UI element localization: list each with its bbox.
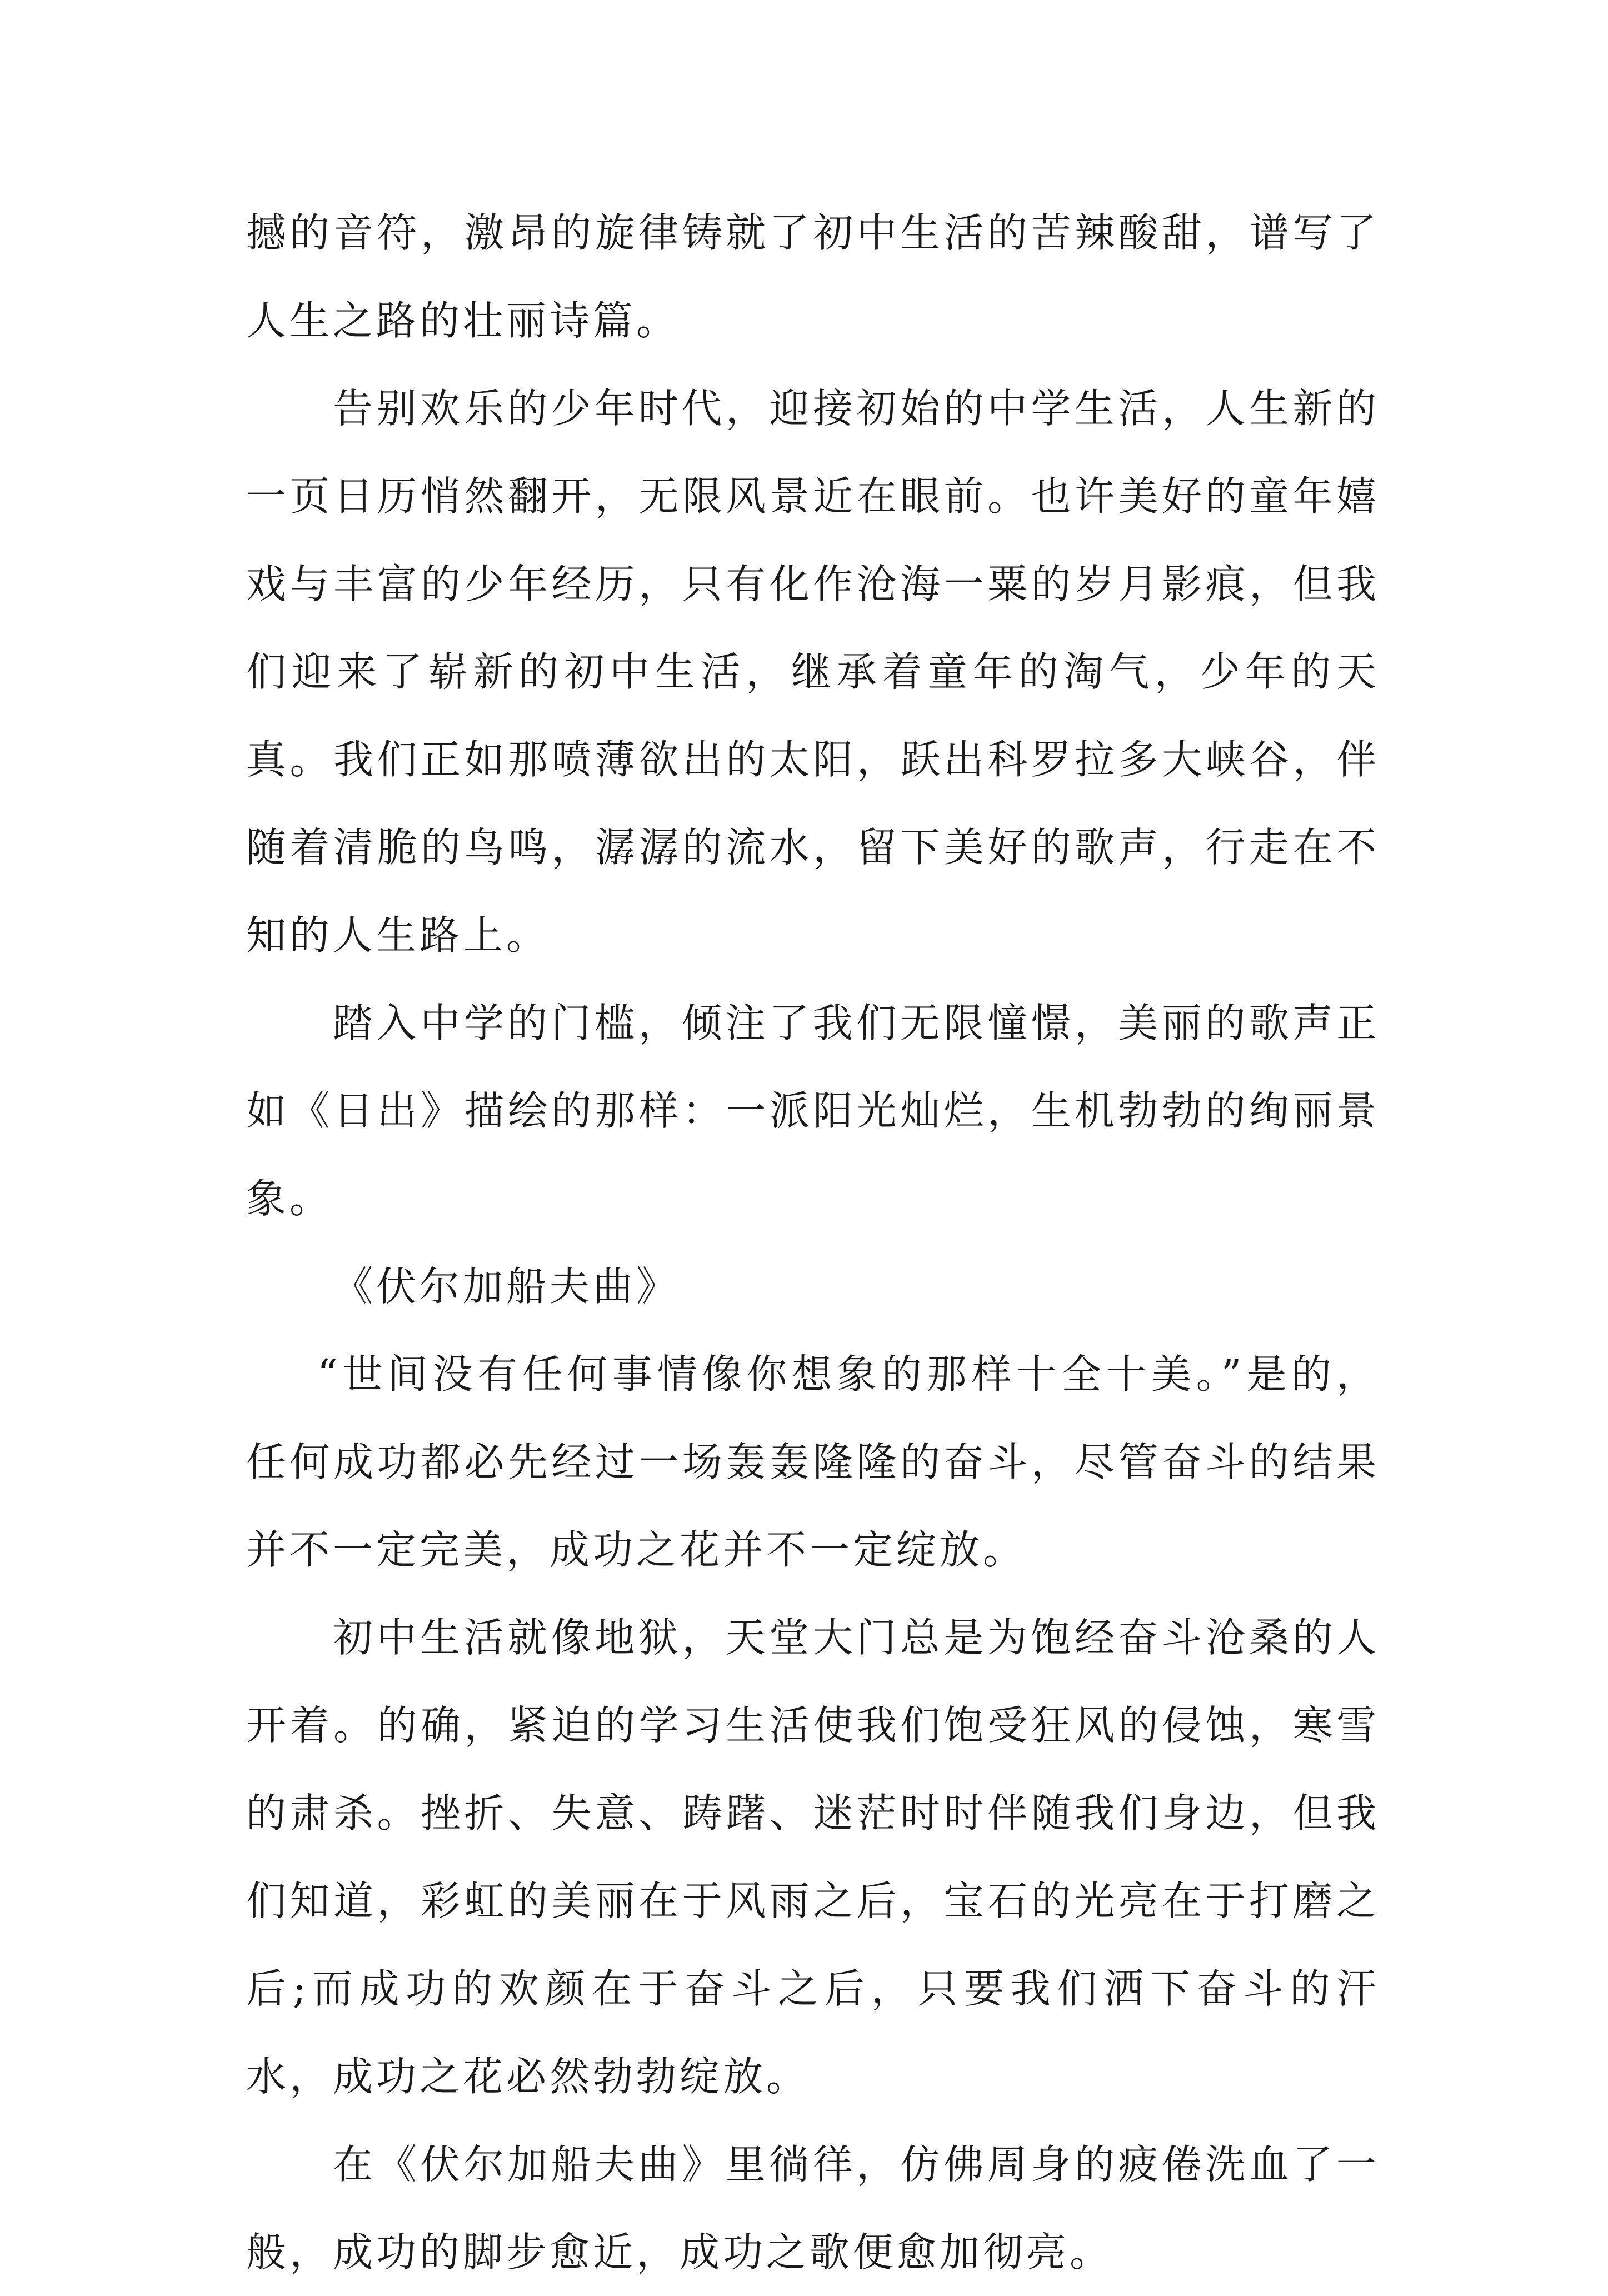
paragraph: 踏入中学的门槛，倾注了我们无限憧憬，美丽的歌声正如《日出》描绘的那样：一派阳光灿烂，生机勃勃的绚丽景象。 [246,1000,1380,1222]
section-heading: 《伏尔加船夫曲》 [333,1263,680,1310]
paragraph: 告别欢乐的少年时代，迎接初始的中学生活，人生新的一页日历悄然翻开，无限风景近在眼前。也许美好的童年嬉戏与丰富的少年经历，只有化作沧海一粟的岁月影痕，但我们迎来了崭新的初中生活，继承着童年的淘气，少年的天真。我们正如那喷薄欲出的太阳，跃出科罗拉多大峡谷，伴随着清脆的鸟鸣，潺潺的流水，留下美好的歌声，行走在不知的人生路上。 [246,385,1380,959]
paragraph: 初中生活就像地狱，天堂大门总是为饱经奋斗沧桑的人开着。的确，紧迫的学习生活使我们饱受狂风的侵蚀，寒雪的肃杀。挫折、失意、踌躇、迷茫时时伴随我们身边，但我们知道，彩虹的美丽在于风雨之后，宝石的光亮在于打磨之后;而成功的欢颜在于奋斗之后，只要我们洒下奋斗的汗水，成功之花必然勃勃绽放。 [246,1614,1380,2100]
document-body [246,189,1380,2296]
paragraph: 在《伏尔加船夫曲》里徜徉，仿佛周身的疲倦洗血了一般，成功的脚步愈近，成功之歌便愈加彻亮。 [246,2141,1380,2275]
paragraph-continued: 撼的音符，激昂的旋律铸就了初中生活的苦辣酸甜，谱写了人生之路的壮丽诗篇。 [246,209,1380,344]
paragraph-quote: “世间没有任何事情像你想象的那样十全十美。”是的，任何成功都必先经过一场轰轰隆隆的奋斗，尽管奋斗的结果并不一定完美，成功之花并不一定绽放。 [246,1351,1380,1573]
